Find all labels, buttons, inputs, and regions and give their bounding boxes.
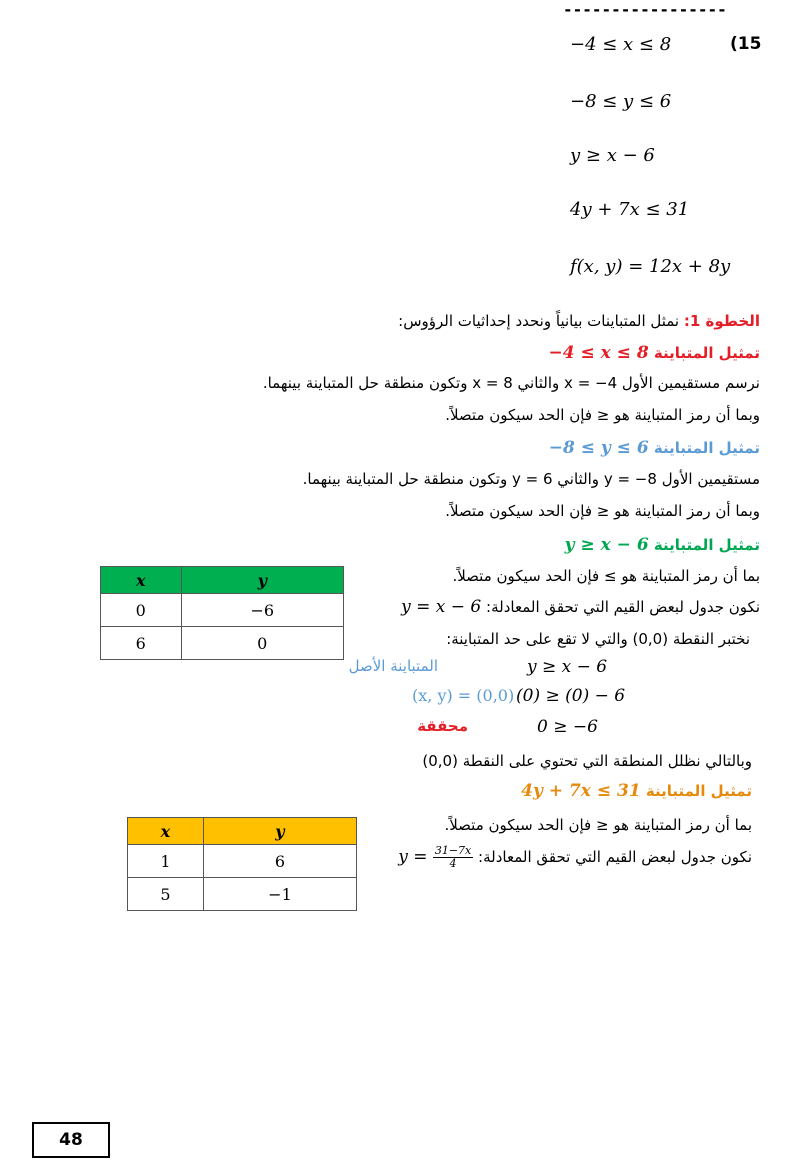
table3-cell: −6: [181, 594, 343, 627]
ineq4-line1: بما أن رمز المتباينة هو ≤ فإن الحد سيكون متصلاً.: [444, 816, 752, 834]
ineq2-heading: [549, 438, 760, 458]
page-number: 48: [32, 1122, 110, 1158]
table3-header-y: y: [181, 567, 343, 594]
ineq3-heading: [565, 535, 760, 555]
ineq3-heading-prefix: تمثيل المتباينة: [648, 536, 760, 554]
test-row-1-math: y ≥ x − 6: [527, 657, 608, 677]
ineq1-heading-math: −4 ≤ x ≤ 8: [548, 343, 649, 363]
table4-cell: 6: [203, 845, 356, 878]
table-row: [128, 845, 357, 878]
objective-function: f(x, y) = 12x + 8y: [570, 256, 731, 277]
step1-line: [398, 312, 760, 330]
ineq4-line2-math: y =: [398, 847, 433, 867]
ineq4-line2-text: نكون جدول لبعض القيم التي تحقق المعادلة:: [478, 848, 752, 866]
fraction-denominator: 4: [449, 857, 457, 870]
table-row: [128, 878, 357, 911]
table3-cell: 0: [181, 627, 343, 660]
ineq3-line1: بما أن رمز المتباينة هو ≥ فإن الحد سيكون متصلاً.: [452, 567, 760, 585]
values-table-ineq3: [100, 566, 344, 660]
test-row-3-note: محققة: [417, 717, 468, 735]
step1-text: نمثل المتباينات بيانياً ونحدد إحداثيات الرؤوس:: [398, 312, 684, 330]
fraction-numerator: 31−7x: [434, 844, 472, 857]
test-row-3-math: 0 ≥ −6: [537, 717, 598, 737]
table4-cell: 5: [128, 878, 204, 911]
header-divider: -----------------: [563, 0, 727, 19]
table-row: [101, 627, 344, 660]
table3-cell: 0: [101, 594, 182, 627]
ineq1-heading-prefix: تمثيل المتباينة: [648, 344, 760, 362]
ineq2-line2: وبما أن رمز المتباينة هو ≤ فإن الحد سيكون متصلاً.: [445, 502, 760, 520]
ineq3-shade-text: وبالتالي نظلل المنطقة التي تحتوي على النقطة (0,0): [422, 752, 752, 770]
ineq3-heading-math: y ≥ x − 6: [564, 535, 649, 555]
ineq4-heading-prefix: تمثيل المتباينة: [640, 782, 752, 800]
ineq4-line2-equation: [398, 845, 473, 870]
test-row-2-math: (0) ≥ (0) − 6: [516, 686, 626, 706]
table4-cell: −1: [203, 878, 356, 911]
table4-header-x: x: [128, 818, 204, 845]
ineq3-test-intro: نختبر النقطة (0,0) والتي لا تقع على حد المتباينة:: [446, 630, 750, 648]
ineq1-heading: [548, 343, 760, 363]
step1-label: الخطوة 1:: [683, 312, 760, 330]
ineq1-line1: نرسم مستقيمين الأول x = −4 والثاني x = 8 وتكون منطقة حل المتباينة بينهما.: [262, 374, 760, 392]
ineq3-line2: [401, 597, 760, 617]
constraint-4: 4y + 7x ≤ 31: [570, 199, 690, 220]
ineq3-line2-math: y = x − 6: [401, 597, 482, 617]
problem-number: (15: [730, 34, 762, 54]
test-row-1-note: المتباينة الأصل: [348, 657, 438, 675]
values-table-ineq4: [127, 817, 357, 911]
ineq4-heading: [521, 781, 752, 801]
ineq2-heading-prefix: تمثيل المتباينة: [648, 439, 760, 457]
constraint-3: y ≥ x − 6: [570, 145, 655, 166]
ineq3-line2-text: نكون جدول لبعض القيم التي تحقق المعادلة:: [486, 598, 760, 616]
ineq2-heading-math: −8 ≤ y ≤ 6: [548, 438, 649, 458]
constraint-1: −4 ≤ x ≤ 8: [570, 34, 672, 55]
table4-header-y: y: [203, 818, 356, 845]
ineq1-line2: وبما أن رمز المتباينة هو ≤ فإن الحد سيكون متصلاً.: [445, 406, 760, 424]
ineq4-heading-math: 4y + 7x ≤ 31: [521, 781, 641, 801]
constraint-2: −8 ≤ y ≤ 6: [570, 91, 672, 112]
table4-cell: 1: [128, 845, 204, 878]
table3-header-x: x: [101, 567, 182, 594]
table3-cell: 6: [101, 627, 182, 660]
ineq4-fraction: [433, 845, 473, 870]
test-row-2-note: (x, y) = (0,0): [412, 686, 515, 705]
ineq4-line2: [398, 845, 752, 870]
table-row: [101, 594, 344, 627]
ineq2-line1: مستقيمين الأول y = −8 والثاني y = 6 وتكون منطقة حل المتباينة بينهما.: [302, 470, 760, 488]
